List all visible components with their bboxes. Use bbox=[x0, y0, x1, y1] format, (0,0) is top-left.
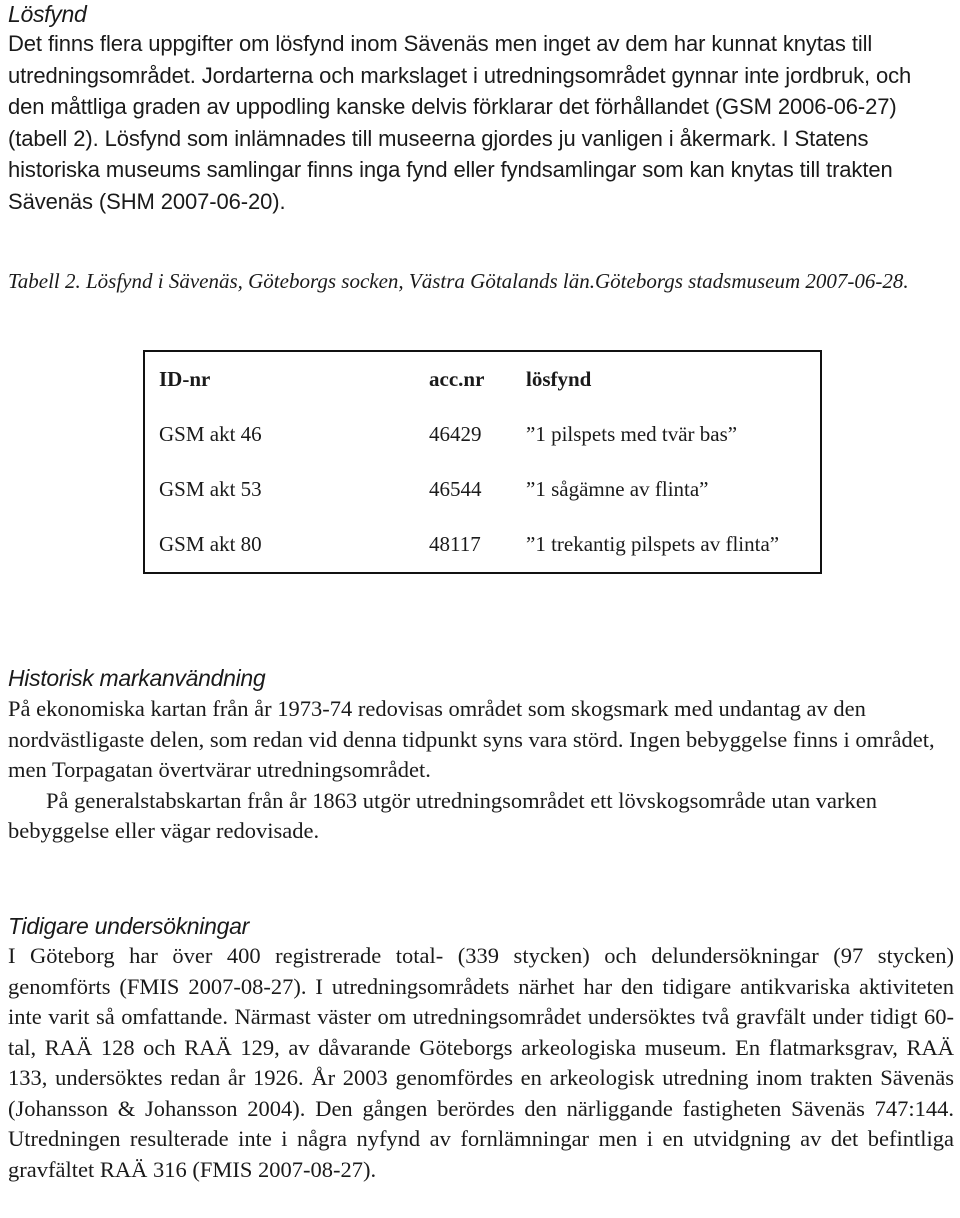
paragraph-losfynd: Det finns flera uppgifter om lösfynd inom Sävenäs men inget av dem har kunnat knytas till utredningsområdet. Jordarterna och markslaget i utredningsområdet gynnar inte jordbruk, och den måttliga graden av uppodling kanske delvis förklarar det förhållandet (GSM 2006-06-27) (tabell 2). Lösfynd som inlämnades till museerna gjordes ju vanligen i åkermark. I Statens historiska museums samlingar finns inga fynd eller fyndsamlingar som kan knytas till trakten Sävenäs (SHM 2007-06-20). bbox=[8, 31, 912, 214]
table-header-row bbox=[144, 351, 821, 407]
paragraph-markanvandning-1: På ekonomiska kartan från år 1973-74 redovisas området som skogsmark med undantag av den nordvästligaste delen, som redan vid denna tidpunkt syns vara störd. Ingen bebyggelse finns i området, men Torpagatan övertvärar utredningsområdet. bbox=[8, 696, 935, 782]
heading-undersokningar: Tidigare undersökningar bbox=[8, 913, 249, 939]
header-acc-nr: acc.nr bbox=[429, 367, 485, 391]
cell-id-nr: GSM akt 46 bbox=[159, 421, 262, 446]
cell-losfynd: ”1 trekantig pilspets av flinta” bbox=[526, 531, 780, 556]
table-row bbox=[144, 517, 821, 573]
cell-id-nr: GSM akt 80 bbox=[159, 531, 262, 556]
cell-acc-nr: 46429 bbox=[429, 421, 482, 446]
table-row bbox=[144, 462, 821, 517]
table-row bbox=[144, 407, 821, 462]
table-caption: Tabell 2. Lösfynd i Sävenäs, Göteborgs socken, Västra Götalands län.Göteborgs stadsmuseum 2007-06-28. bbox=[8, 269, 909, 293]
section-markanvandning-body bbox=[8, 694, 954, 847]
paragraph-undersokningar: I Göteborg har över 400 registrerade total- (339 stycken) och delundersökningar (97 stycken) genomförts (FMIS 2007-08-27). I utredningsområdets närhet har den tidigare antikvariska aktiviteten inte varit så omfattande. Närmast väster om utredningsområdet undersöktes två gravfält under tidigt 60-tal, RAÄ 128 och RAÄ 129, av dåvarande Göteborgs arkeologiska museum. En flatmarksgrav, RAÄ 133, undersöktes redan år 1926. År 2003 genomfördes en arkeologisk utredning inom trakten Sävenäs (Johansson & Johansson 2004). Den gången berördes den närliggande fastigheten Sävenäs 747:144. Utredningen resulterade inte i några nyfynd av fornlämningar men i en utvidgning av det befintliga gravfältet RAÄ 316 (FMIS 2007-08-27). bbox=[8, 943, 954, 1182]
finds-table bbox=[143, 350, 822, 574]
paragraph-markanvandning-2: På generalstabskartan från år 1863 utgör utredningsområdet ett lövskogsområde utan varken bebyggelse eller vägar redovisade. bbox=[8, 787, 877, 843]
heading-markanvandning: Historisk markanvändning bbox=[8, 665, 266, 691]
heading-losfynd: Lösfynd bbox=[8, 1, 87, 27]
header-losfynd: lösfynd bbox=[526, 367, 592, 391]
cell-losfynd: ”1 pilspets med tvär bas” bbox=[526, 421, 738, 446]
cell-losfynd: ”1 sågämne av flinta” bbox=[526, 476, 709, 501]
header-id-nr: ID-nr bbox=[159, 367, 211, 391]
cell-id-nr: GSM akt 53 bbox=[159, 476, 262, 501]
cell-acc-nr: 46544 bbox=[429, 476, 482, 501]
cell-acc-nr: 48117 bbox=[429, 531, 481, 556]
